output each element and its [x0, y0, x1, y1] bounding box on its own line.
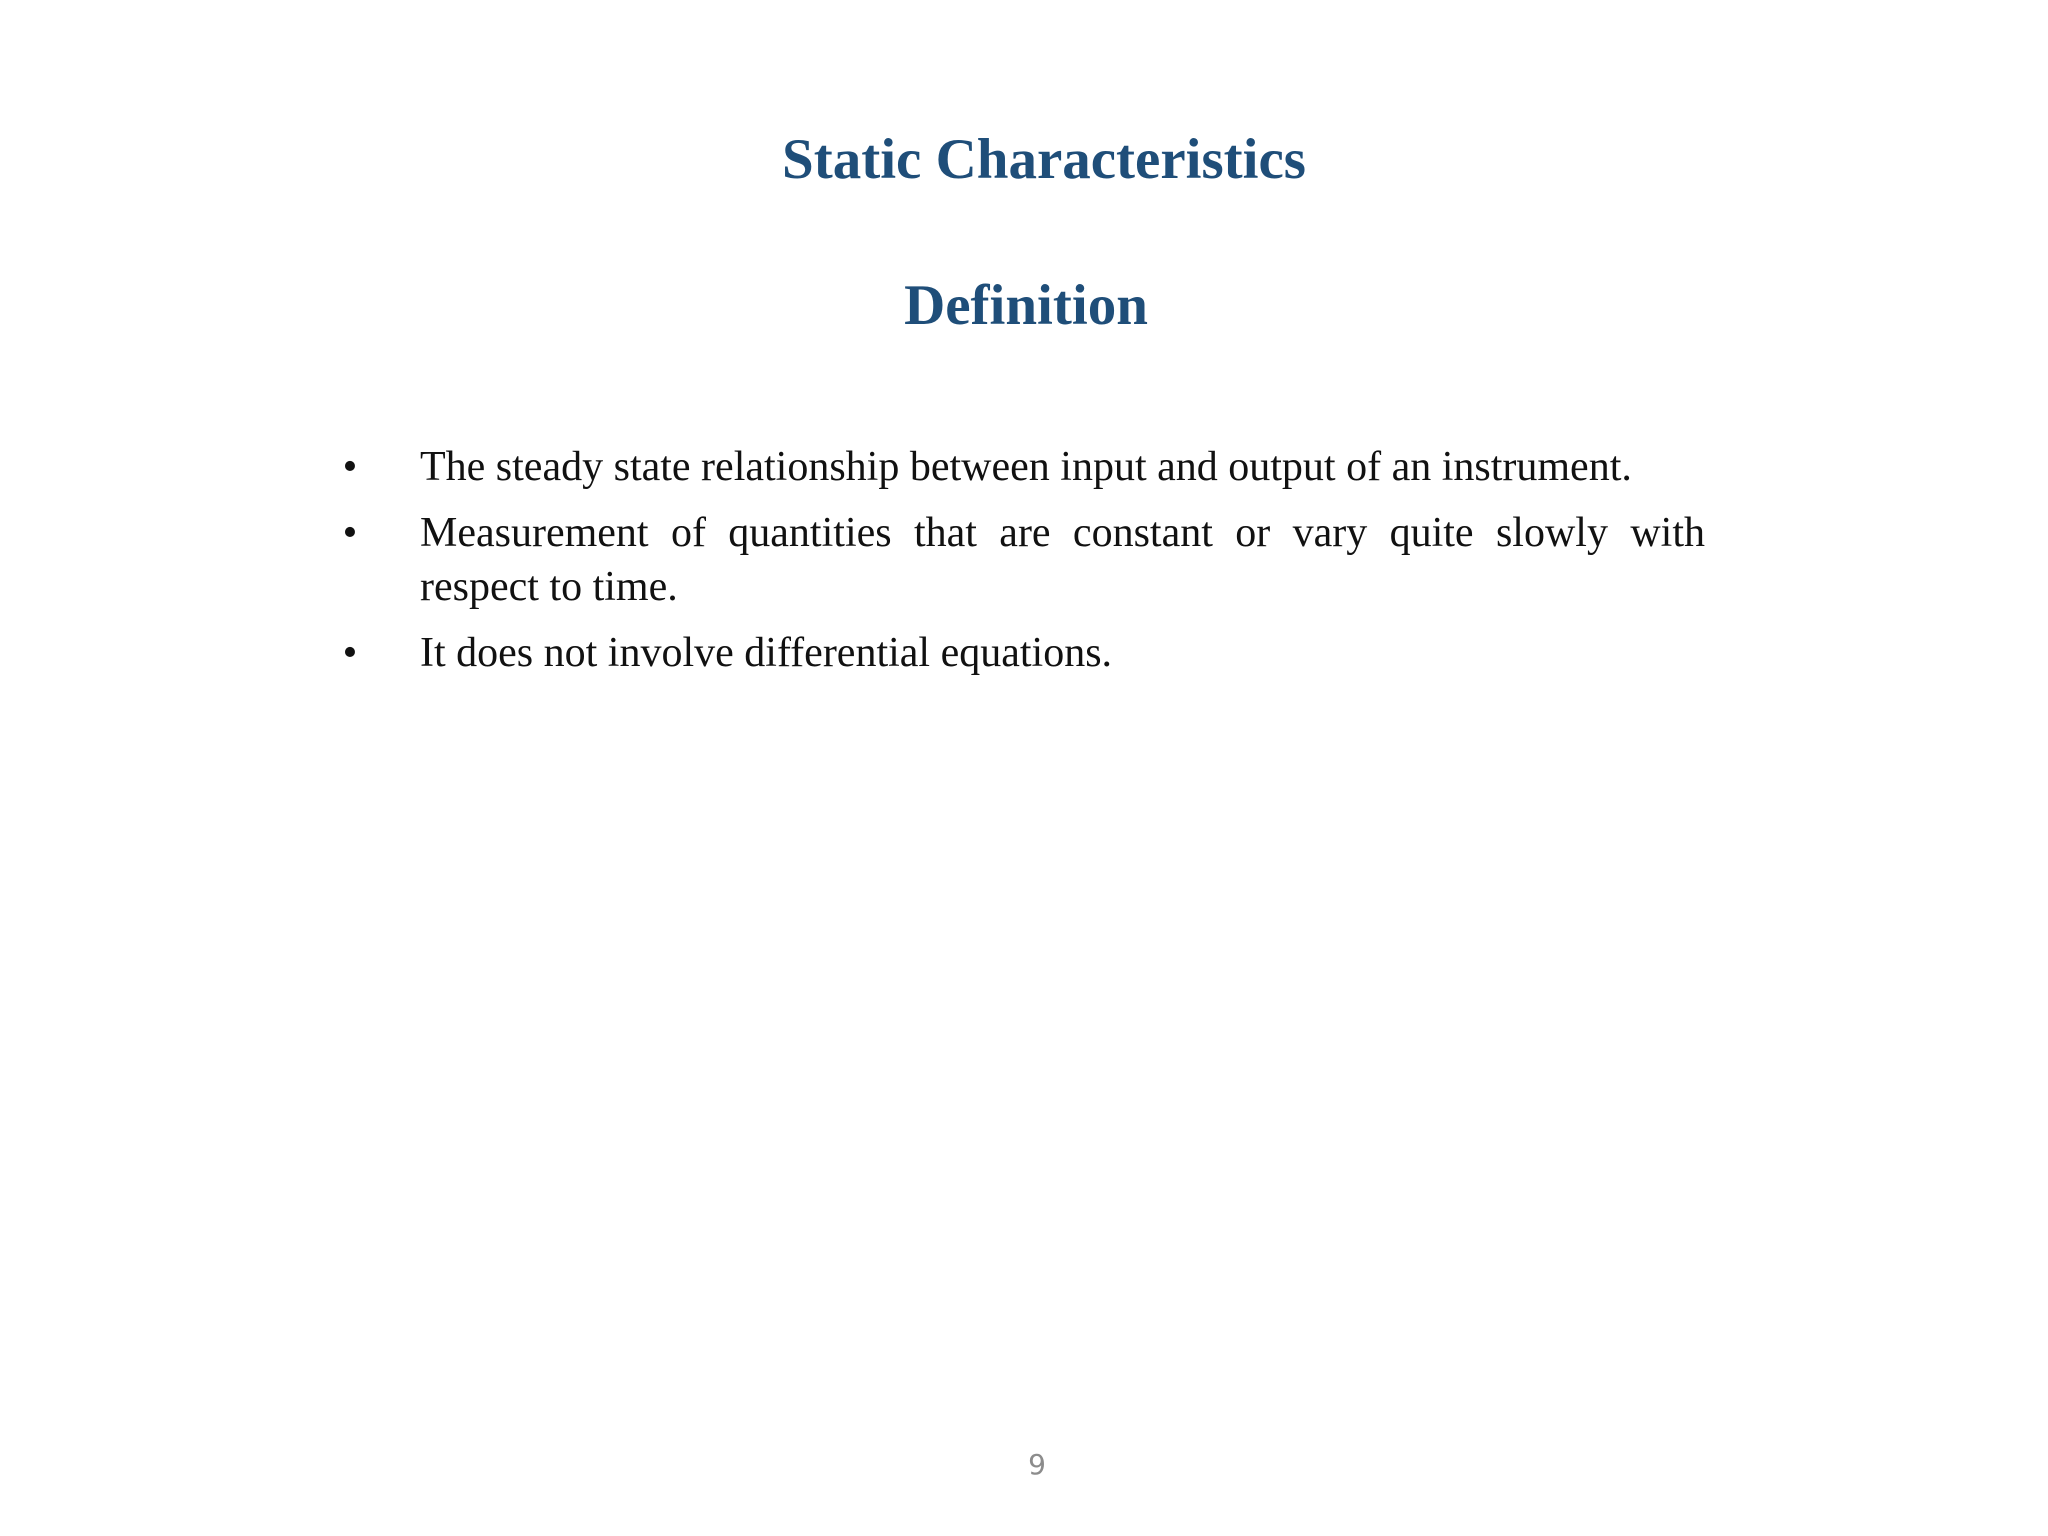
slide-title: Static Characteristics [782, 128, 1306, 191]
bullet-list [340, 440, 1705, 692]
list-item [340, 440, 1705, 494]
list-item [340, 506, 1705, 614]
bullet-text: The steady state relationship between input and output of an instrument. [420, 444, 1632, 490]
bullet-text: It does not involve differential equations. [420, 630, 1113, 676]
page-number: 9 [1028, 1448, 1046, 1481]
bullet-text: Measurement of quantities that are constant or vary quite slowly with respect to time. [420, 510, 1705, 610]
bullet-icon: • [342, 444, 358, 490]
bullet-icon: • [342, 510, 358, 556]
bullet-icon: • [342, 630, 358, 676]
slide-subtitle: Definition [904, 274, 1148, 337]
list-item [340, 626, 1705, 680]
